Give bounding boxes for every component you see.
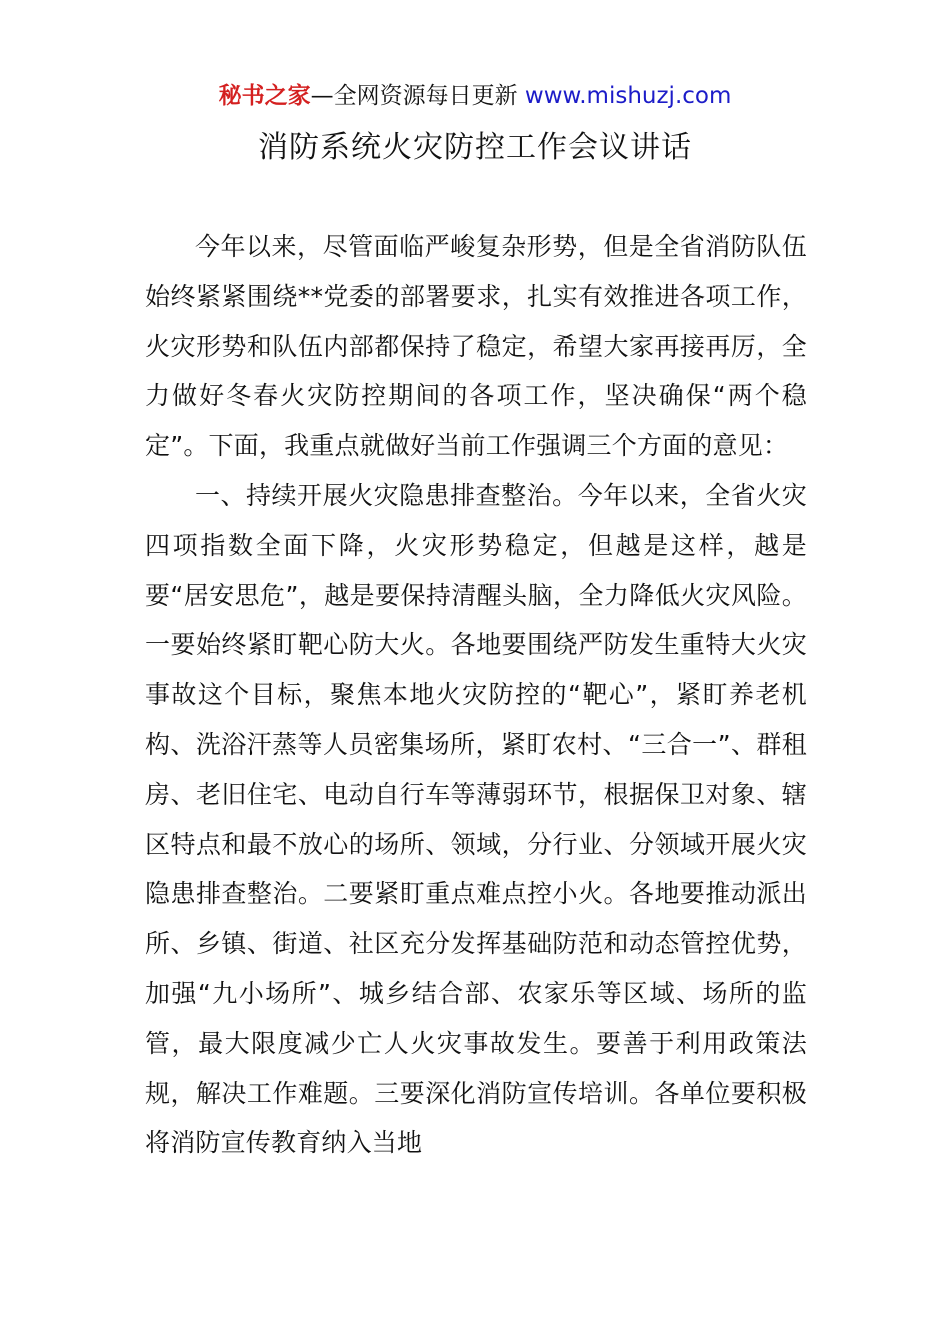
paragraph-intro: 今年以来，尽管面临严峻复杂形势，但是全省消防队伍始终紧紧围绕**党委的部署要求，扎实有效推进各项工作，火灾形势和队伍内部都保持了稳定，希望大家再接再厉，全力做好冬春火灾防控期间的各项工作，坚决确保“两个稳定”。下面，我重点就做好当前工作强调三个方面的意见： — [145, 232, 807, 461]
site-url-link[interactable]: www.mishuzj.com — [524, 83, 732, 109]
brand-name: 秘书之家 — [218, 83, 311, 109]
paragraph-section-one: 一、持续开展火灾隐患排查整治。今年以来，全省火灾四项指数全面下降，火灾形势稳定，但越是这样，越是要“居安思危”，越是要保持清醒头脑，全力降低火灾风险。一要始终紧盯靶心防大火。各地要围绕严防发生重特大火灾事故这个目标，聚焦本地火灾防控的“靶心”，紧盯养老机构、洗浴汗蒸等人员密集场所，紧盯农村、“三合一”、群租房、老旧住宅、电动自行车等薄弱环节，根据保卫对象、辖区特点和最不放心的场所、领域，分行业、分领域开展火灾隐患排查整治。二要紧盯重点难点控小火。各地要推动派出所、乡镇、街道、社区充分发挥基础防范和动态管控优势，加强“九小场所”、城乡结合部、农家乐等区域、场所的监管，最大限度减少亡人火灾事故发生。要善于利用政策法规，解决工作难题。三要深化消防宣传培训。各单位要积极将消防宣传教育纳入当地 — [145, 480, 807, 1158]
header-banner — [0, 78, 950, 114]
document-title: 消防系统火灾防控工作会议讲话 — [258, 130, 692, 165]
document-body — [145, 222, 807, 1168]
header-tagline: —全网资源每日更新 — [310, 83, 518, 109]
